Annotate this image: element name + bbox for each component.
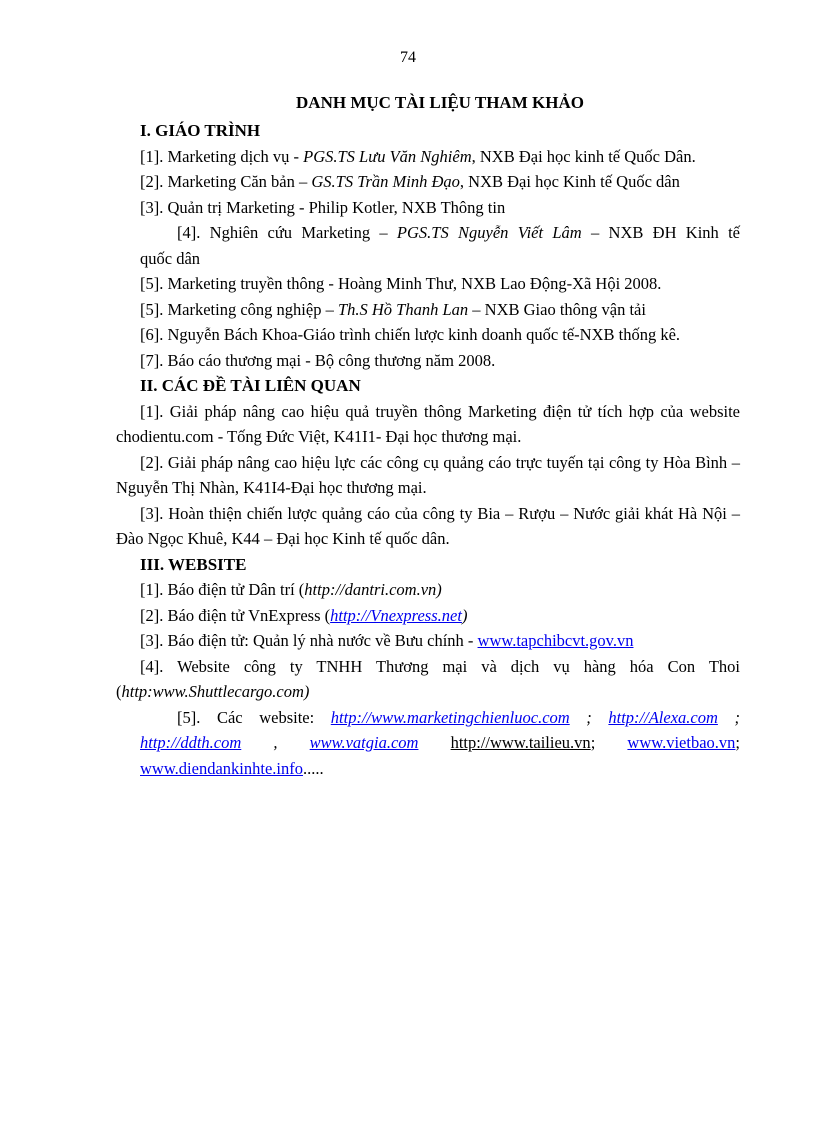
link-vnexpress[interactable]: http://Vnexpress.net: [330, 605, 462, 625]
link-ddth[interactable]: http://ddth.com: [140, 733, 242, 752]
reference-item: [2]. Marketing Căn bản – GS.TS Trần Minh Đạo, NXB Đại học Kinh tế Quốc dân: [140, 172, 680, 191]
reference-item: [3]. Quản trị Marketing - Philip Kotler, NXB Thông tin: [140, 197, 506, 217]
reference-item: [1]. Giải pháp nâng cao hiệu quả truyền thông Marketing điện tử tích hợp của website chodientu.com - Tống Đức Việt, K41I1- Đại học thương mại.: [116, 401, 740, 446]
reference-item: [4]. Nghiên cứu Marketing – PGS.TS Nguyễn Viết Lâm – NXB ĐH Kinh tế quốc dân: [140, 223, 741, 268]
reference-item: [5]. Marketing công nghiệp – Th.S Hồ Thanh Lan – NXB Giao thông vận tải: [140, 299, 646, 319]
reference-item: [5]. Marketing truyền thông - Hoàng Minh Thư, NXB Lao Động-Xã Hội 2008.: [140, 274, 662, 293]
link-alexa[interactable]: http://Alexa.com: [608, 707, 718, 727]
reference-item: [7]. Báo cáo thương mại - Bộ công thương năm 2008.: [140, 350, 496, 370]
page-title: DANH MỤC TÀI LIỆU THAM KHẢO: [296, 93, 584, 112]
link-diendankinhte[interactable]: www.diendankinhte.info: [140, 758, 303, 778]
reference-item: [1]. Báo điện tử Dân trí (http://dantri.com.vn): [140, 580, 442, 599]
link-tailieu[interactable]: http://www.tailieu.vn: [450, 733, 591, 752]
reference-item: [3]. Hoàn thiện chiến lược quảng cáo của công ty Bia – Rượu – Nước giải khát Hà Nội – Đào Ngọc Khuê, K44 – Đại học Kinh tế quốc dân.: [116, 503, 740, 548]
section-heading-related-theses: II. CÁC ĐỀ TÀI LIÊN QUAN: [140, 376, 361, 395]
link-vatgia[interactable]: www.vatgia.com: [309, 733, 419, 752]
section-heading-websites: III. WEBSITE: [140, 554, 247, 574]
reference-item: [1]. Marketing dịch vụ - PGS.TS Lưu Văn Nghiêm, NXB Đại học kinh tế Quốc Dân.: [140, 146, 696, 166]
reference-item: [3]. Báo điện tử: Quản lý nhà nước về Bưu chính - www.tapchibcvt.gov.vn: [140, 631, 634, 650]
reference-item: [2]. Giải pháp nâng cao hiệu lực các công cụ quảng cáo trực tuyến tại công ty Hòa Bình – Nguyễn Thị Nhàn, K41I4-Đại học thương mại.: [116, 452, 740, 497]
reference-item: [6]. Nguyễn Bách Khoa-Giáo trình chiến lược kinh doanh quốc tế-NXB thống kê.: [140, 325, 681, 344]
reference-item: [5]. Các website: http://www.marketingchienluoc.com ; http://Alexa.com ; http://ddth.com , www.vatgia.com http://www.tailieu.vn; www.vietbao.vn; www.diendankinhte.info.....: [140, 707, 741, 778]
section-heading-textbooks: I. GIÁO TRÌNH: [140, 121, 261, 140]
reference-item: [4]. Website công ty TNHH Thương mại và dịch vụ hàng hóa Con Thoi (http:www.Shuttlecargo.com): [116, 656, 740, 701]
references-content: [116, 118, 740, 781]
link-tapchibcvt[interactable]: www.tapchibcvt.gov.vn: [477, 631, 634, 650]
link-vietbao[interactable]: www.vietbao.vn: [627, 733, 736, 752]
page-number: 74: [400, 49, 416, 66]
link-marketingchienluoc[interactable]: http://www.marketingchienluoc.com: [330, 707, 570, 727]
reference-item: [2]. Báo điện tử VnExpress (http://Vnexpress.net): [140, 605, 468, 625]
